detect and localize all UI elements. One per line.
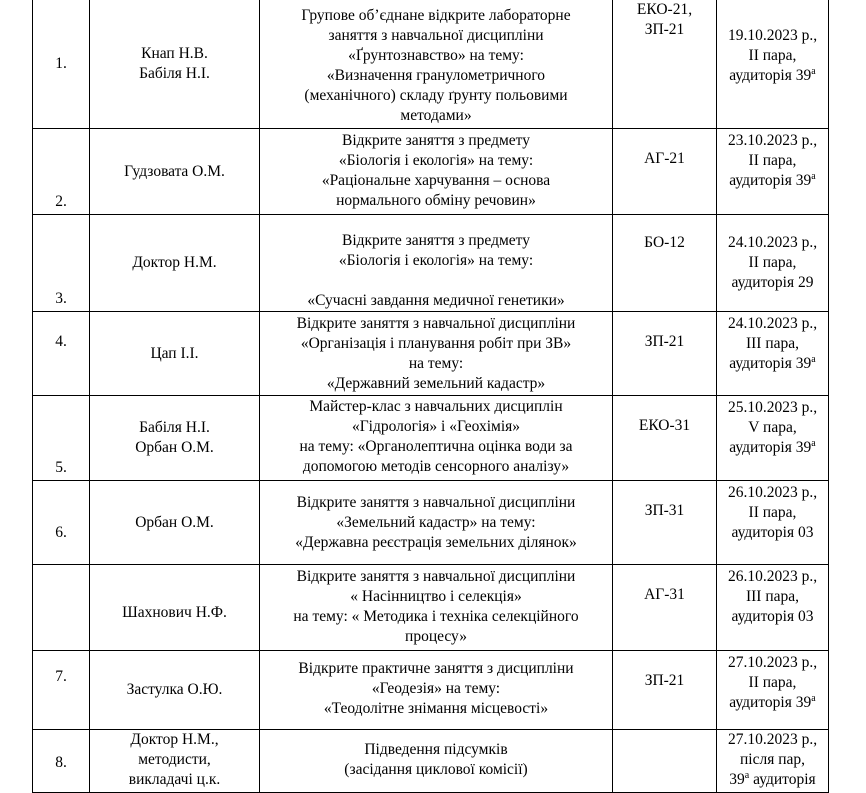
lesson-topic: Відкрите заняття з предмету «Біологія і екологія» на тему: «Раціональне харчування – основа нормального обміну речовин» <box>260 129 613 215</box>
date-time-room: 23.10.2023 р., ІІ пара, аудиторія $39^а$ <box>717 129 829 215</box>
student-group: БО-12 <box>613 215 717 312</box>
date-time-room: 26.10.2023 р., ІІ пара, аудиторія 03 <box>717 481 829 565</box>
date-time-room: 19.10.2023 р., ІІ пара, аудиторія $39^а$ <box>717 0 829 129</box>
events-schedule-table <box>32 0 829 793</box>
row-number: 3. <box>33 215 90 312</box>
student-group <box>613 730 717 793</box>
table-row <box>33 481 829 565</box>
date-time-room: 24.10.2023 р., ІІ пара, аудиторія 29 <box>717 215 829 312</box>
teacher-names: Бабіля Н.І. Орбан О.М. <box>90 396 260 481</box>
table-row <box>33 565 829 651</box>
row-number: 5. <box>33 396 90 481</box>
teacher-names: Орбан О.М. <box>90 481 260 565</box>
teacher-names: Цап І.І. <box>90 312 260 396</box>
date-time-room: 27.10.2023 р., ІІ пара, аудиторія $39^а$ <box>717 651 829 730</box>
lesson-topic: Відкрите заняття з навчальної дисципліни « Насінництво і селекція» на тему: « Методика і техніка селекційного процесу» <box>260 565 613 651</box>
lesson-topic: Відкрите заняття з навчальної дисципліни «Земельний кадастр» на тему: «Державна реєстрація земельних ділянок» <box>260 481 613 565</box>
table-row <box>33 215 829 312</box>
date-time-room: 27.10.2023 р., після пар, $39^а$ аудиторія <box>717 730 829 793</box>
row-number: 6. <box>33 481 90 565</box>
teacher-names: Доктор Н.М. <box>90 215 260 312</box>
row-number <box>33 565 90 651</box>
date-time-room: 25.10.2023 р., V пара, аудиторія $39^а$ <box>717 396 829 481</box>
row-number: 4. <box>33 312 90 396</box>
teacher-names: Гудзоватa О.М. <box>90 129 260 215</box>
date-time-room: 26.10.2023 р., ІІІ пара, аудиторія 03 <box>717 565 829 651</box>
row-number: 8. <box>33 730 90 793</box>
teacher-names: Застулка О.Ю. <box>90 651 260 730</box>
lesson-topic: Відкрите заняття з предмету «Біологія і екологія» на тему: «Сучасні завдання медичної генетики» <box>260 215 613 312</box>
table-row <box>33 730 829 793</box>
student-group: ЗП-31 <box>613 481 717 565</box>
lesson-topic: Відкрите практичне заняття з дисципліни «Геодезія» на тему: «Теодолітне знімання місцевості» <box>260 651 613 730</box>
table-row <box>33 312 829 396</box>
teacher-names: Кнап Н.В. Бабіля Н.І. <box>90 0 260 129</box>
row-number: 2. <box>33 129 90 215</box>
table-row <box>33 651 829 730</box>
row-number: 7. <box>33 651 90 730</box>
row-number: 1. <box>33 0 90 129</box>
lesson-topic: Підведення підсумків (засідання циклової комісії) <box>260 730 613 793</box>
student-group: ЕКО-31 <box>613 396 717 481</box>
date-time-room: 24.10.2023 р., ІІІ пара, аудиторія $39^а$ <box>717 312 829 396</box>
teacher-names: Шахнович Н.Ф. <box>90 565 260 651</box>
table-row <box>33 396 829 481</box>
table-row <box>33 0 829 129</box>
student-group: АГ-31 <box>613 565 717 651</box>
student-group: ЗП-21 <box>613 312 717 396</box>
student-group: ЗП-21 <box>613 651 717 730</box>
table-row <box>33 129 829 215</box>
lesson-topic: Відкрите заняття з навчальної дисципліни «Організація і планування робіт при ЗВ» на тему: «Державний земельний кадастр» <box>260 312 613 396</box>
student-group: ЕКО-21, ЗП-21 <box>613 0 717 129</box>
student-group: АГ-21 <box>613 129 717 215</box>
lesson-topic: Групове об’єднане відкрите лабораторне заняття з навчальної дисципліни «Ґрунтознавство» на тему: «Визначення гранулометричного (механічного) складу ґрунту польовими методами» <box>260 0 613 129</box>
lesson-topic: Майстер-клас з навчальних дисциплін «Гідрологія» і «Геохімія» на тему: «Органолептична оцінка води за допомогою методів сенсорного аналізу» <box>260 396 613 481</box>
teacher-names: Доктор Н.М., методисти, викладачі ц.к. <box>90 730 260 793</box>
